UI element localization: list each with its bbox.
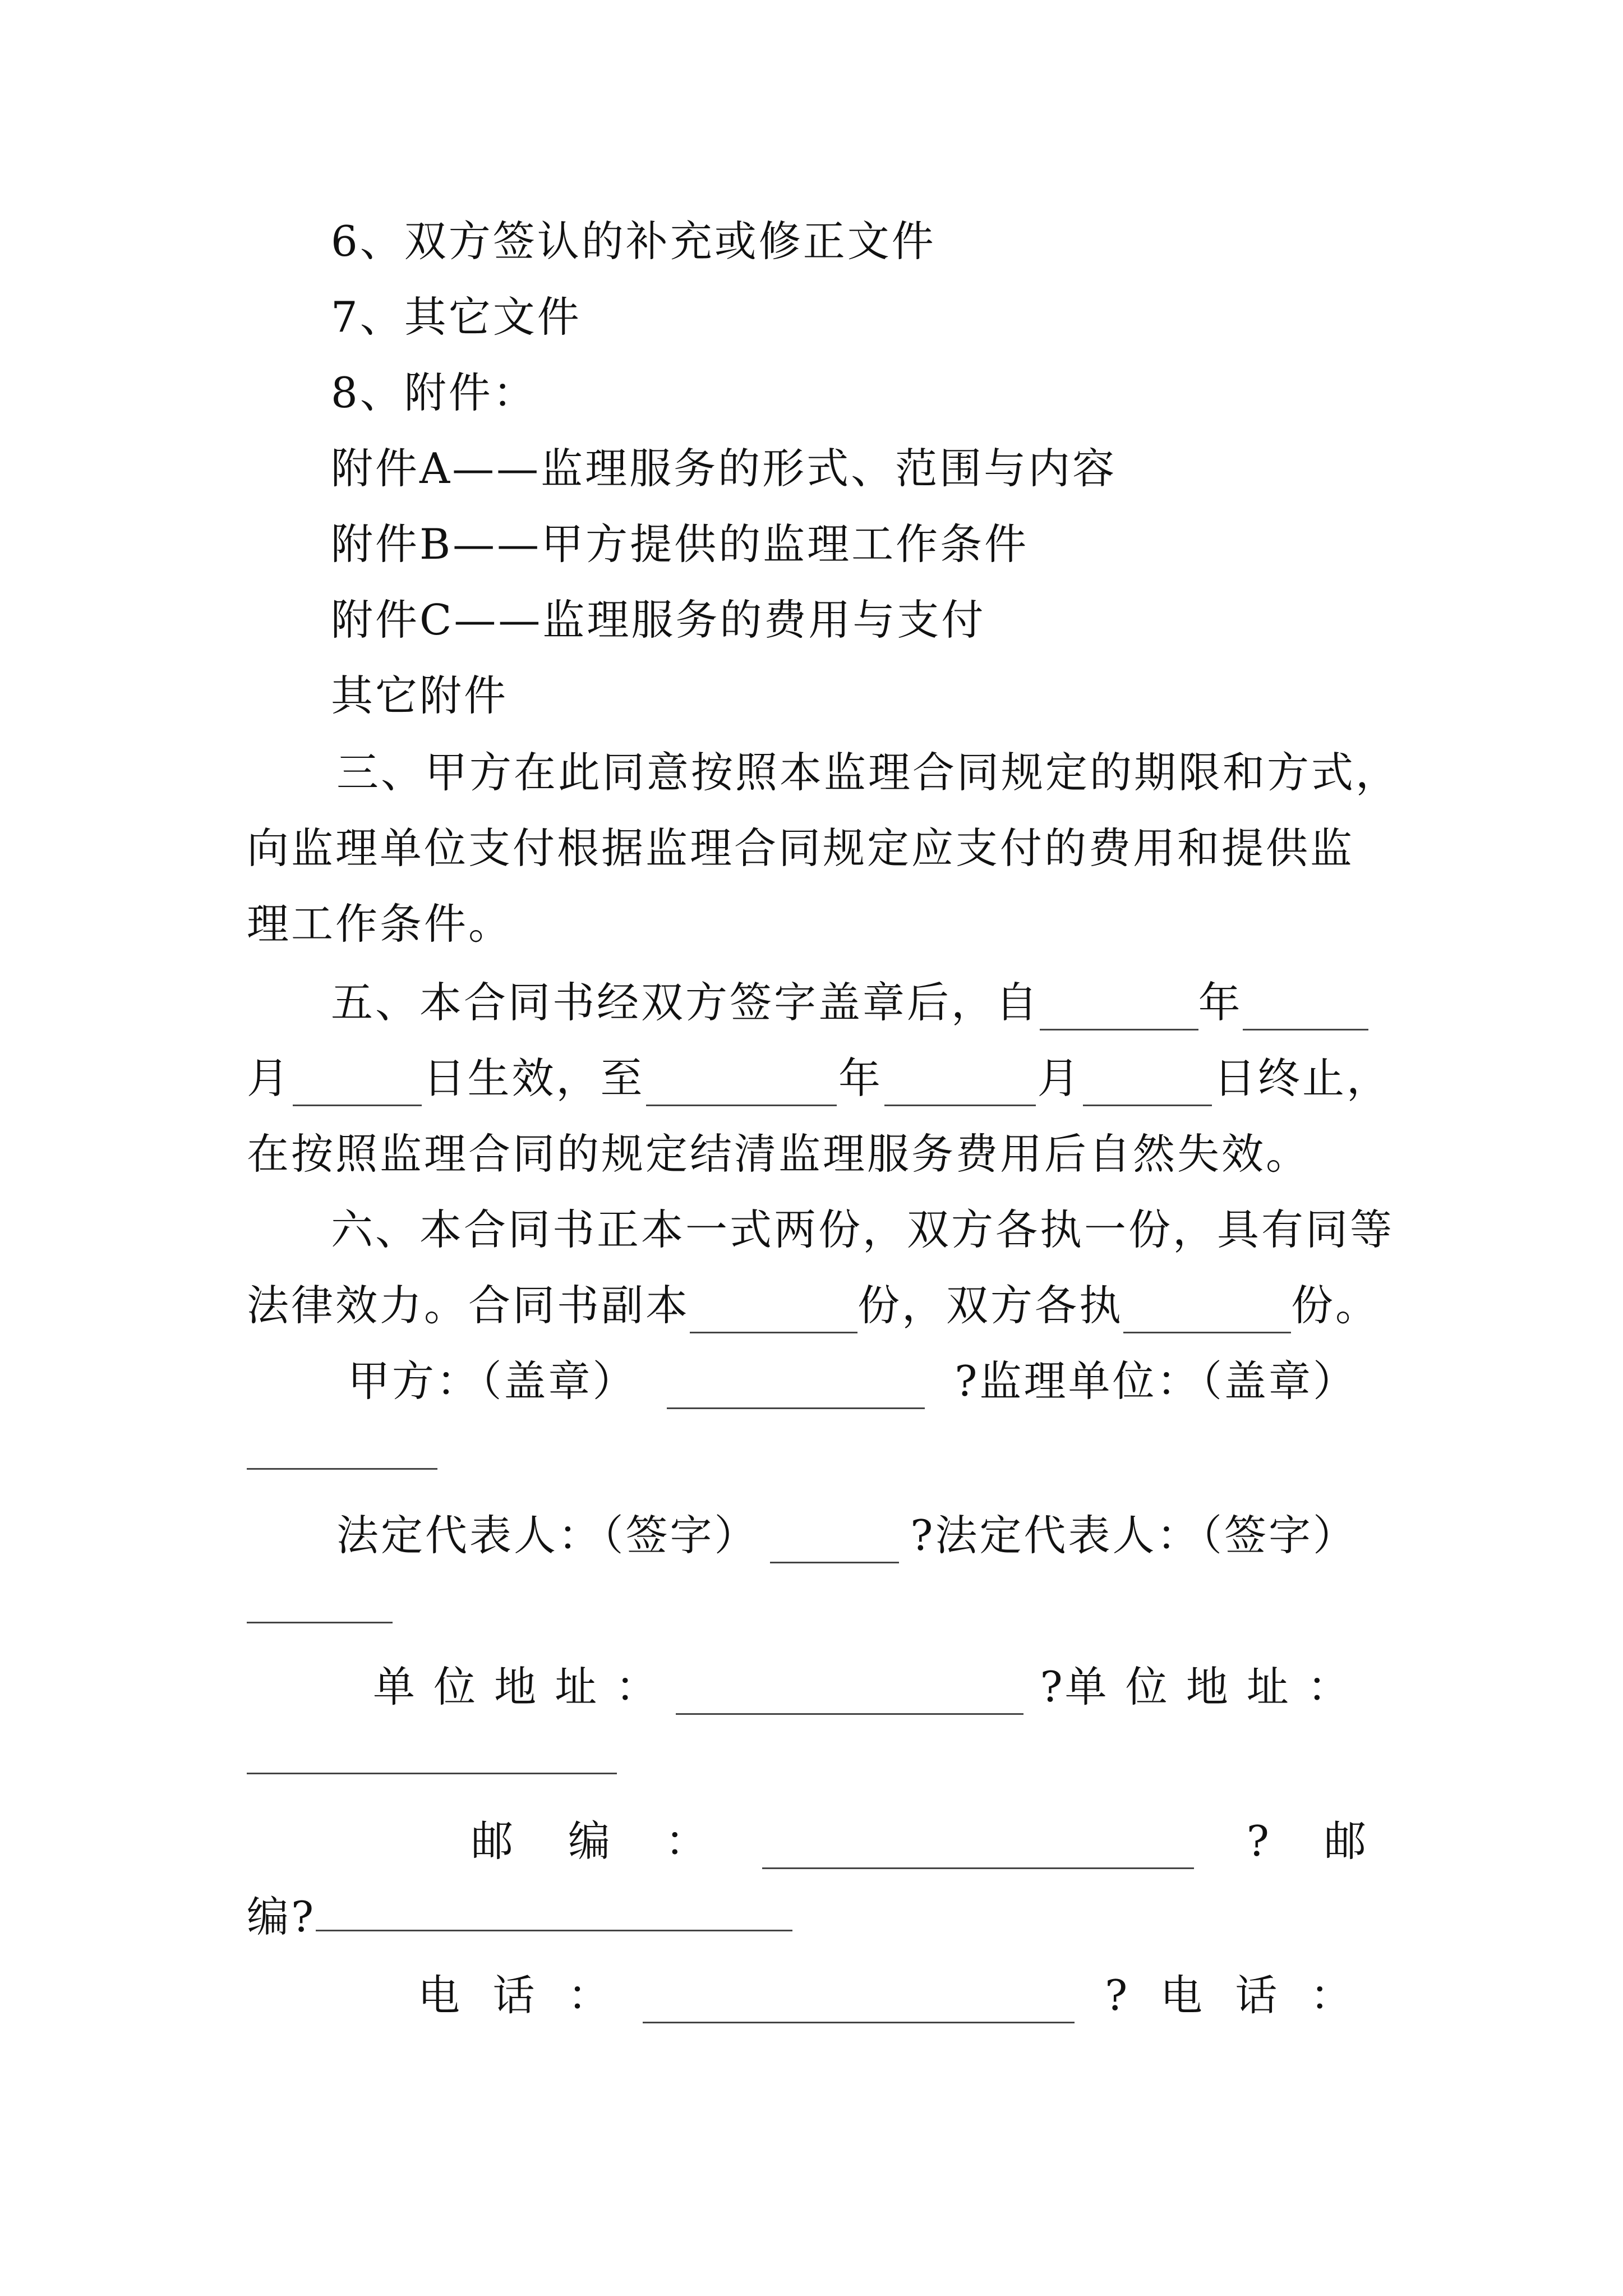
blank-end-day[interactable] <box>1083 1066 1212 1106</box>
list-item-6: 6、双方签认的补充或修正文件 <box>331 217 936 266</box>
attachment-b: 附件B——甲方提供的监理工作条件 <box>331 519 1029 569</box>
rep-a-signature-field[interactable] <box>770 1524 899 1563</box>
clause-three-line-3: 理工作条件。 <box>247 899 513 949</box>
blank-end-month[interactable] <box>884 1066 1036 1106</box>
address-a-field[interactable] <box>676 1675 1023 1715</box>
clause-six-line-2: 法律效力。合同书副本 份，双方各执 份。 <box>247 1277 1380 1333</box>
rep-b-signature-field[interactable] <box>247 1622 393 1623</box>
clause-five-line-3: 在按照监理合同的规定结清监理服务费用后自然失效。 <box>247 1129 1311 1179</box>
blank-each-copies[interactable] <box>1123 1294 1291 1333</box>
attachment-other: 其它附件 <box>331 671 509 720</box>
blank-start-month[interactable] <box>1243 991 1368 1030</box>
rep-a-label: 法定代表人：（签字） <box>336 1511 759 1560</box>
attachment-a: 附件A——监理服务的形式、范围与内容 <box>331 444 1117 493</box>
attachment-c: 附件C——监理服务的费用与支付 <box>331 595 986 645</box>
list-item-8: 8、附件： <box>331 368 537 417</box>
postcode-b-line: 编? <box>247 1889 792 1945</box>
phone-line: 电 话 ： ? 电 话 ： <box>418 1967 1354 2023</box>
rep-b-label: ?法定代表人：（签字） <box>910 1511 1357 1560</box>
postcode-b-field[interactable] <box>316 1892 792 1931</box>
clause-six-line-1: 六、本合同书正本一式两份，双方各执一份，具有同等 <box>331 1205 1395 1254</box>
blank-start-year[interactable] <box>1040 991 1198 1030</box>
clause-three-line-2: 向监理单位支付根据监理合同规定应支付的费用和提供监 <box>247 823 1355 873</box>
address-line: 单 位 地 址 ： ?单 位 地 址 ： <box>373 1659 1352 1715</box>
sign-rep-line <box>336 1507 1357 1563</box>
clause-five-line-2: 月 日生效，至 年 月 日终止， <box>247 1050 1391 1106</box>
blank-start-day[interactable] <box>293 1066 422 1106</box>
supervisor-label: ?监理单位：（盖章） <box>955 1356 1357 1406</box>
list-item-7: 7、其它文件 <box>331 292 582 342</box>
address-b-field[interactable] <box>247 1773 617 1774</box>
phone-a-field[interactable] <box>643 1984 1075 2023</box>
postcode-a-field[interactable] <box>762 1829 1194 1869</box>
sign-party-line <box>348 1353 1357 1409</box>
blank-end-year[interactable] <box>646 1066 837 1106</box>
clause-three-line-1: 三、甲方在此同意按照本监理合同规定的期限和方式， <box>336 748 1400 797</box>
blank-copies[interactable] <box>690 1294 857 1333</box>
clause-five-line-1: 五、本合同书经双方签字盖章后，自 年 <box>331 974 1368 1030</box>
party-a-seal-field[interactable] <box>667 1369 925 1409</box>
postcode-line: 邮 编 ： ? 邮 <box>471 1813 1368 1869</box>
supervisor-seal-field[interactable] <box>247 1468 437 1470</box>
party-a-label: 甲方：（盖章） <box>348 1356 637 1406</box>
